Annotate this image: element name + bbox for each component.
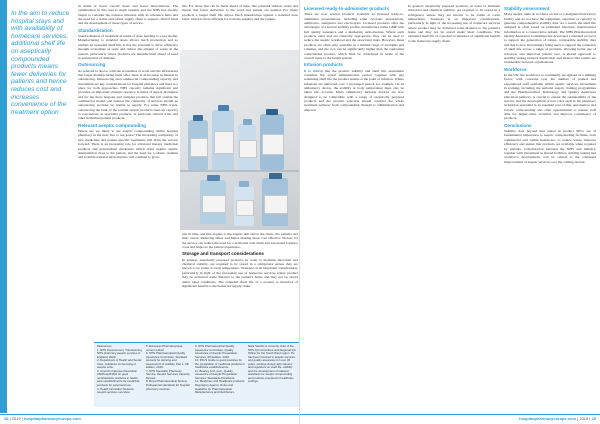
- subheading-infusion: Infusion products: [304, 62, 343, 68]
- paragraph: It is critical that the product stability and shelf life assessment considers the actual administration period, together with any remaining shelf life the product retains at the point of infusion. Where infusions are delivered over a prolonged period, for example via an ambulatory device, the stability at body temperature must also be taken into account. Many ambulatory infusion devices are now designed to be compatible with a range of aseptically prepared products and the product selection should consider the whole treatment pathway from compounding through to administration and disposal.: [304, 68, 404, 112]
- subheading-workforce: Workforce: [504, 66, 527, 72]
- paragraph: In general, aseptically prepared products, in order to maintain microbial and chemical stability, are required to be stored in a refrigerator unless they are known to be stable at room temperature. Transport is an important consideration, particularly in light of the increasing use of homecare services where product may be delivered some distance to the patient's home and may not be stored under ideal conditions. The extended shelf life of a product is therefore of significant benefit to the homecare supply chain.: [408, 4, 500, 43]
- vial-image: [260, 114, 284, 170]
- text-column-3: [304, 4, 404, 340]
- vial-image: [234, 186, 254, 226]
- subheading-storage: Storage and transport considerations: [182, 251, 264, 257]
- subheading-outsourcing: Outsourcing: [78, 62, 106, 68]
- right-page: [300, 0, 600, 424]
- references-box: [94, 342, 299, 407]
- paragraph: In the UK, the workforce is continually recognised as a limiting factor, with concerns over the number of trained and experienced staff available within aseptic services. Investment in training, including the national aseptic training programmes and the Pharmaceutical Technology and Quality Assurance education pathway, is crucial to ensure the sustainability of the service, and the development of new roles such as the pharmacy technician specialist is an essential part of this. Automation and robotic compounding also offer opportunities to release staff time for higher-value activities and improve consistency of products.: [504, 72, 596, 121]
- text-column-4: [408, 4, 500, 340]
- footer-left: [4, 416, 81, 421]
- vial-image: [262, 178, 288, 226]
- paragraph: There are now several products available as licensed ready-to-administer presentations, including some cytotoxic preparations, antibiotics, analgesics and electrolytes. Licensed products offer the advantages of a known stability profile, manufacture under GMP with full quality assurance and a marketing authorisation. Where such products exist and are clinically appropriate, they can be used to reduce the aseptic workload and the associated risks. However, these products are often only available in a limited range of strengths and volumes, and the cost can be significantly higher than the equivalent compounded product, which must be considered in terms of the overall value to the health system.: [304, 12, 404, 60]
- paragraph: Stability data beyond that stated in product SPCs are of fundamental importance to aseptic compounding facilities, both commercial and within healthcare, to reduce waste, improve efficiency and ensure that products are available when required by patients. Collaboration between the NHS and industry, together with investment in shared facilities, stability testing and workforce development, will be central to the continued improvement of aseptic services over the coming decade.: [504, 129, 596, 164]
- footer-site: hospitalpharmacyeurope.com: [23, 416, 81, 421]
- footer-right: [519, 416, 596, 421]
- pharmacy-vials-photo: [180, 50, 300, 230]
- vial-image: [238, 124, 256, 170]
- footer-separator: |: [589, 416, 591, 421]
- vial-image: [200, 180, 226, 224]
- subheading-aseptic: Relevant aseptic compounding: [78, 122, 146, 128]
- paragraph: In general, aseptically prepared products, in order to maintain microbial and chemical stability, are required to be stored in a refrigerator unless they are known to be stable at room temperature. Transport is an important consideration, particularly in light of the increasing use of homecare services where product may be delivered some distance to the patient's home and may not be stored under ideal conditions. The extended shelf life of a product is therefore of significant benefit to the homecare supply chain.: [182, 257, 298, 288]
- footer-site: hospitalpharmacyeurope.com: [519, 416, 577, 421]
- footer-year: 2019: [579, 416, 589, 421]
- vial-image: [188, 120, 208, 170]
- paragraph: Standardisation of treatment in terms of dose banding is a key theme. Manufacturing to standard doses allows batch production and so enables an extended shelf life. It has the potential to drive efficiency through economies of scale and reduce the amount of waste in the system, particularly where products are manufactured ahead of need in anticipation of demand.: [78, 34, 178, 60]
- subheading-standardisation: Standardisation: [78, 27, 113, 33]
- text-column-2-bottom: [182, 232, 298, 336]
- paragraph: just in time, and this applies to the aseptic unit and to the clinic, the patients and their carers. Reducing times and hence making more cost effective choices for the service can reduce the need for a dedicated cold chain and associated logistics costs and improve the patient experience.: [182, 232, 298, 250]
- page-number: 29: [591, 416, 596, 421]
- author-bio: Mark Santillo is currently chair of the NHS QA Committee and Regional QA Officer for the South West region. He has been involved in aseptic services and quality assurance for over 30 years, working closely with industry and regulators on shelf life, stability and the development of national standards for aseptic compounding and products prepared in healthcare settings.: [248, 345, 296, 384]
- subheading-stability: Stability assessment: [504, 6, 550, 11]
- footer-rule: [300, 414, 600, 415]
- paragraph: Where are we likely to see aseptic compounding within hospital pharmacy in the next five to ten years? The increasing complexity of new medicines and patient-specific treatments will drive the service forward. There is an increasing role for advanced therapy medicinal products and personalised medicines which often require aseptic manipulation close to the patient, and the need for a robust, resilient and scalable national infrastructure will continue to grow.: [78, 129, 178, 160]
- text-column-5: [504, 4, 596, 340]
- footer-separator: |: [577, 416, 579, 421]
- page-number: 28: [4, 416, 9, 421]
- footer-rule: [0, 414, 300, 415]
- shelf: [180, 170, 300, 172]
- footer-separator: |: [9, 416, 11, 421]
- references-column-3: 9. NHS Pharmaceutical Quality Assurance Committee, Quality Assurance of Aseptic Preparation Services, 5th Edition, 2016. 10. PIC/S Guide to good practices for the preparation of medicinal products in healthcare establishments. 11. Beaney A.M. (ed.), Quality Assurance of Aseptic Preparation Services: Standards Handbook. 12. Medicines and Healthcare products Regulatory Agency, Rules and Guidance for Pharmaceutical Manufacturers and Distributors.: [195, 345, 245, 395]
- references-column-1: References 1. NHS Improvement, Transforming NHS pharmacy aseptic services in England, 2020. 2. Department of Health and Social Care, Guidance on licensing of aseptic units. 3. Council of Europe Resolution CM/Res(2016)2 on good reconstitution practices in health care establishments for medicinal products for parenteral use. 4. Health Innovation Network, Aseptic services overview.: [97, 345, 142, 395]
- paragraph: life. For those that can be made ahead of time, this potential reduces waste and means that fewer deliveries to the ward and patient are needed. For many products a longer shelf life allows batch manufacture against a standard dose band, which is more efficient for both the supplier and the patient.: [182, 4, 298, 22]
- footer-separator: |: [21, 416, 23, 421]
- accent-sidebar-bar: [0, 0, 7, 413]
- paragraph: As referred to above, with the economies of scale and the efficiencies that larger manufacturing units offer, there is an increase in interest in outsourcing. Outsourcing and commercial compounding capacity and investment are key considerations for hospital pharmacy and there is a place for both approaches. NHS capacity remains significant and provides an important strategic resource in times of supply disruption and for the more bespoke and complex products that fall outside the commercial model, and ensures the continuity of services should an outsourcing provider be unable to supply. For some NHS trusts, outsourcing the bulk of the routine aseptic products frees up capacity to concentrate on specialist products, in particular clinical trials and other individual patient products.: [78, 68, 178, 121]
- paragraph: Many aseptic units do not have access to a designated laboratory facility and do not have the equipment, expertise or capacity to generate comprehensive stability data. As a result, the shelf life assigned is often based on published literature, manufacturer information or a conservative default. The NHS Pharmaceutical Quality Assurance Committee has developed a standard protocol to support the generation of robust, comparable stability data and this is now increasingly being used to support the extension of shelf life across a range of products, allowing better use of resources and improved patient care. A shared approach to stability testing reduces duplication and ensures that results are transferable between organisations.: [504, 12, 596, 65]
- references-column-2: 5. European Pharmacopoeia, current edition. 6. NHS Pharmaceutical Quality Assurance Committee, Standard protocol for deriving and assessment of stability, Part 1, 5th Edition, 2019. 7. NHS Specialist Pharmacy Service, Aseptic Services Capacity Review. 8. Royal Pharmaceutical Society, Professional standards for hospital pharmacy services.: [146, 345, 190, 391]
- pull-quote: In the aim to reduce hospital stays and with availability of homecare services, additional shelf life on aseptically compounded products means fewer deliveries for patients and hence reduces cost and increases convenience of the treatment option: [11, 10, 70, 116]
- paragraph: in terms of fewer overall doses and fewer interventions. The optimization in this area is much needed, and the NHS has already begun to consider the national situation with its reference hubs and the need for a stable and robust supply chain to support clinical trials and the development of these types of service.: [78, 4, 178, 26]
- vial-image: [212, 110, 234, 170]
- footer-year: 2019: [11, 416, 21, 421]
- text-column-2-top: [182, 4, 298, 48]
- subheading-licensed: Licensed ready-to-administer products: [304, 6, 390, 11]
- subheading-conclusions: Conclusions: [504, 122, 532, 128]
